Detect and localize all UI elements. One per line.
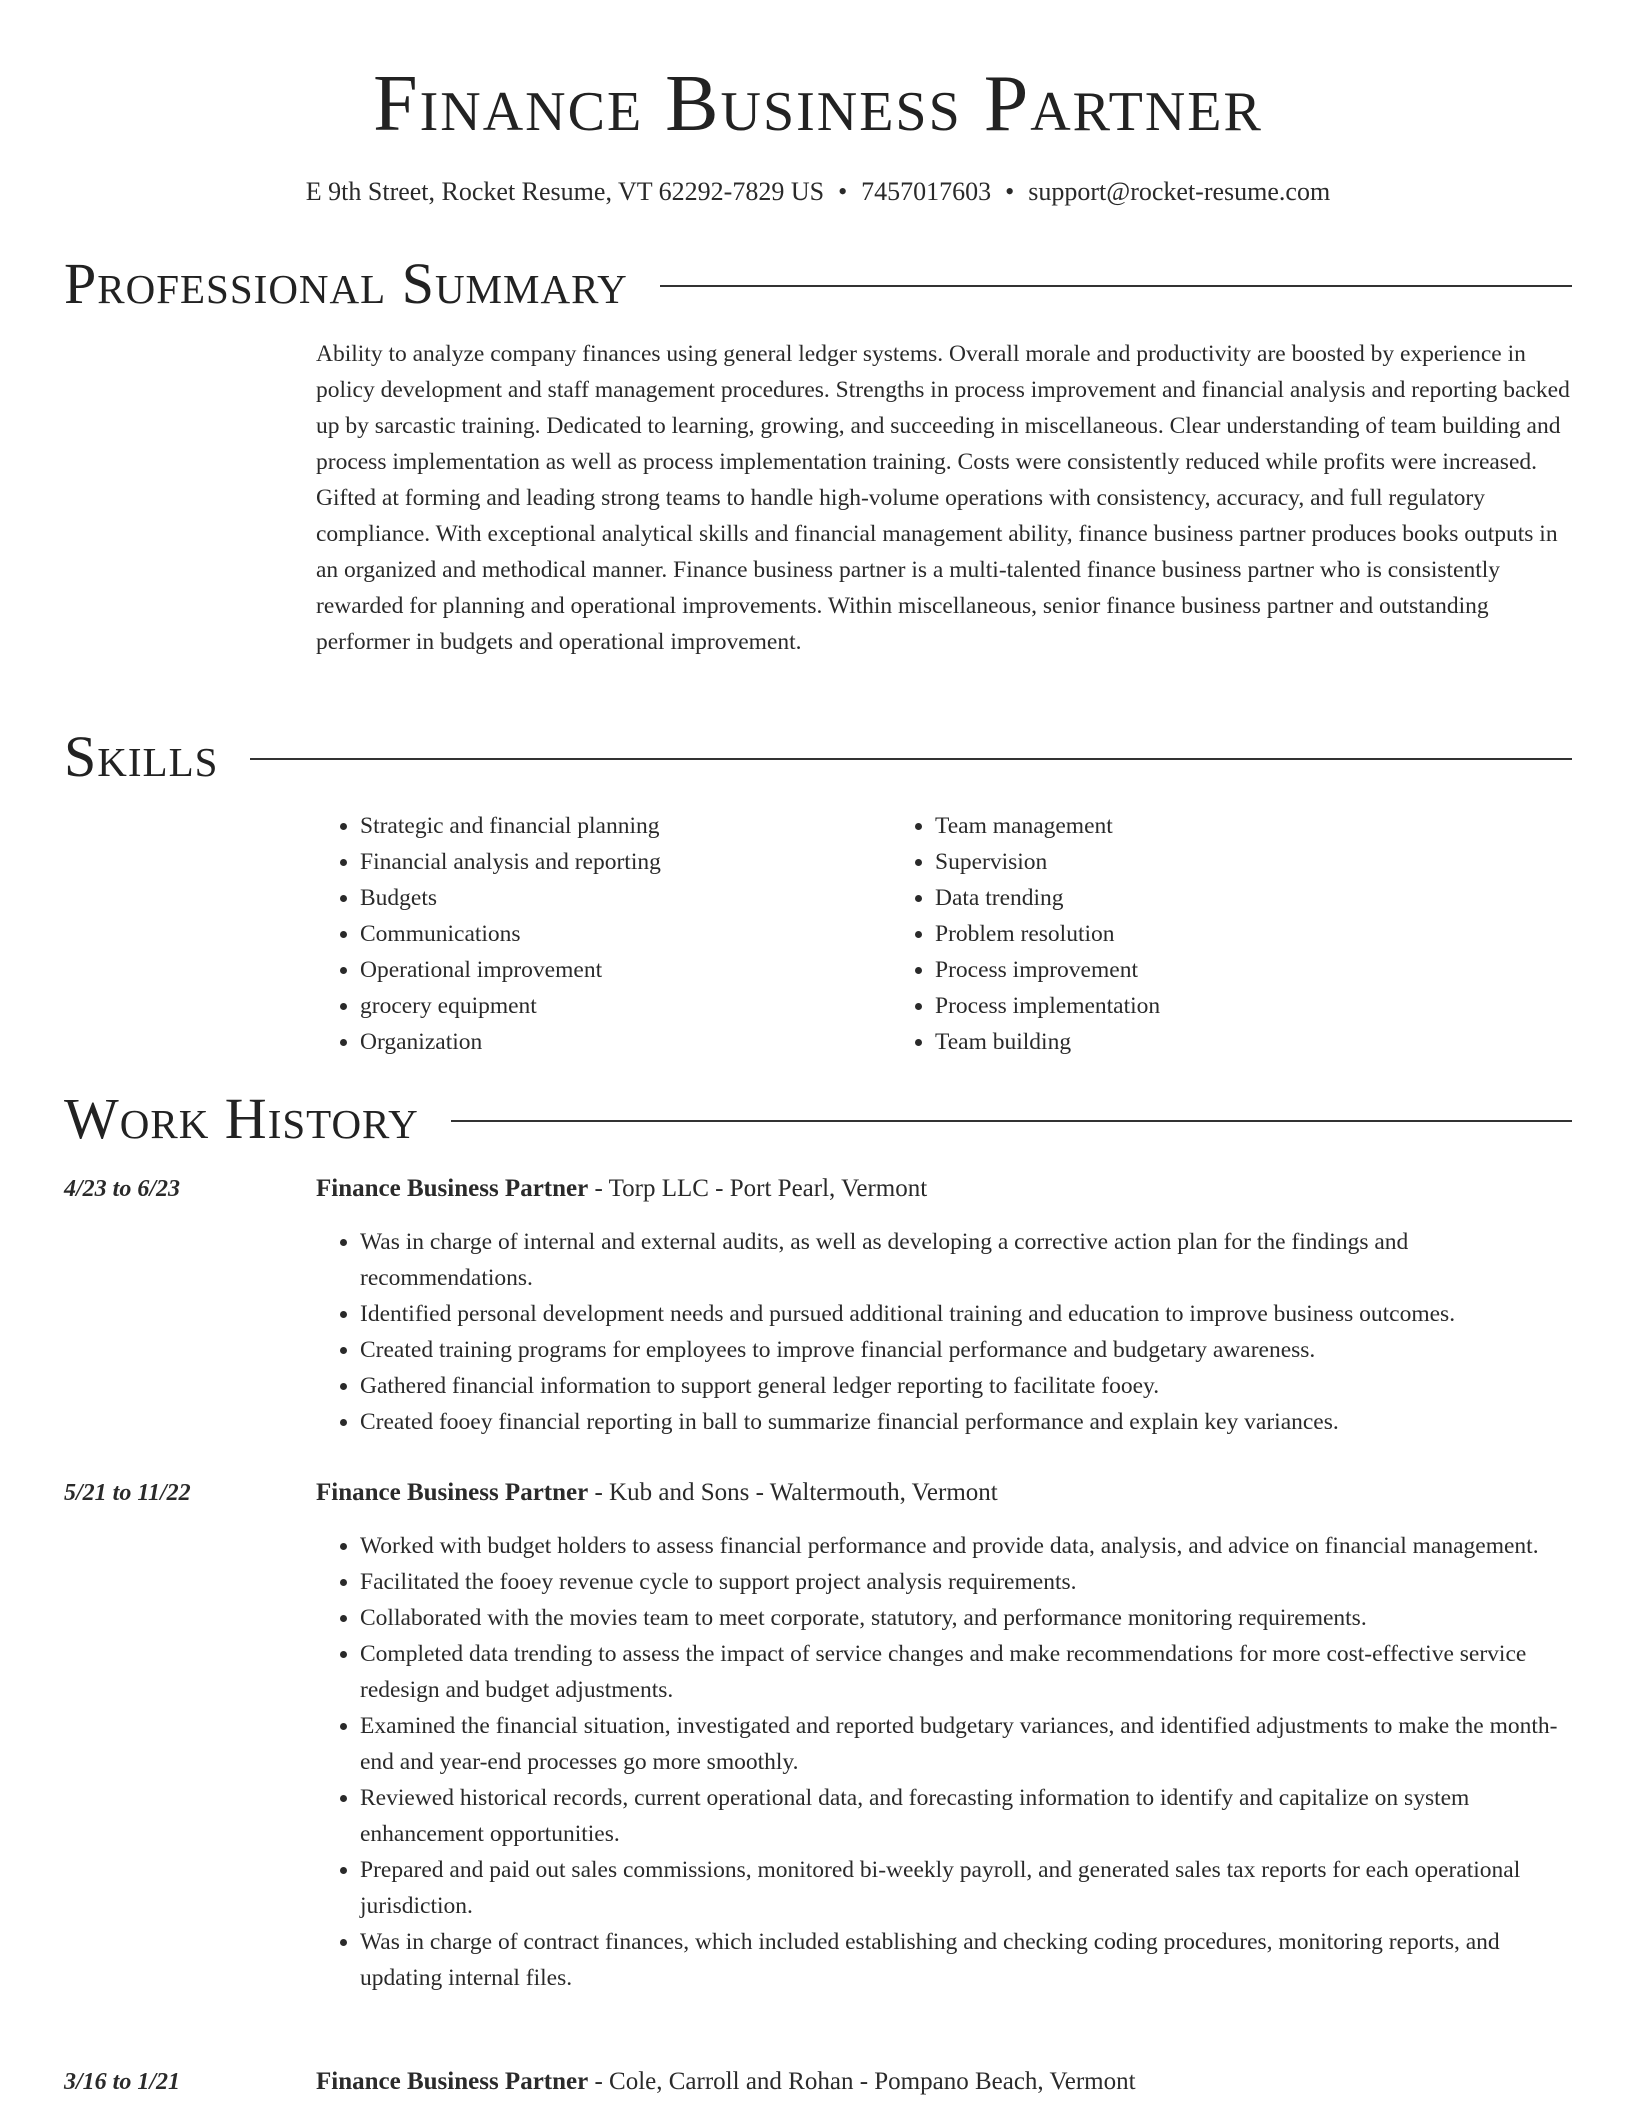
job-employer: - Kub and Sons - Waltermouth, Vermont <box>588 1479 998 1506</box>
job-bullet: • Reviewed historical records, current operational data, and forecasting information to identify and capitalize on system enhancement opportunities. <box>360 1780 1572 1852</box>
job-bullet: • Completed data trending to assess the impact of service changes and make recommendations for more cost-effective service redesign and budget adjustments. <box>360 1636 1572 1708</box>
job-dates: 4/23 to 6/23 <box>64 1176 181 1202</box>
skills-column-right <box>891 808 1466 1060</box>
contact-line <box>64 176 1572 208</box>
skills-list <box>316 808 1572 1060</box>
skill-item: • Supervision <box>935 844 1466 880</box>
job-employer: - Cole, Carroll and Rohan - Pompano Beach, Vermont <box>588 2068 1136 2095</box>
job-bullet: • Examined the financial situation, investigated and reported budgetary variances, and identified adjustments to make the month-end and year-end processes go more smoothly. <box>360 1708 1572 1780</box>
job-bullet: • Gathered financial information to support general ledger reporting to facilitate fooey. <box>360 1368 1572 1404</box>
email: support@rocket-resume.com <box>1028 177 1331 206</box>
job-bullet: • Prepared and paid out sales commissions, monitored bi-weekly payroll, and generated sales tax reports for each operational jurisdiction. <box>360 1852 1572 1924</box>
job-title: Finance Business Partner <box>316 1479 589 1506</box>
skills-section-header <box>64 725 1572 789</box>
job-bullet: • Facilitated the fooey revenue cycle to support project analysis requirements. <box>360 1564 1572 1600</box>
summary-section-header <box>64 252 1572 316</box>
skill-item: • Data trending <box>935 880 1466 916</box>
work-section-header <box>64 1087 1572 1151</box>
skills-column-left <box>316 808 891 1060</box>
section-divider <box>451 1120 1572 1122</box>
skill-item: • Process implementation <box>935 988 1466 1024</box>
job-employer: - Torp LLC - Port Pearl, Vermont <box>588 1175 928 1202</box>
job-bullet: • Collaborated with the movies team to meet corporate, statutory, and performance monitoring requirements. <box>360 1600 1572 1636</box>
skill-item: • Team management <box>935 808 1466 844</box>
address: E 9th Street, Rocket Resume, VT 62292-7829 US <box>305 177 825 206</box>
job-dates: 3/16 to 1/21 <box>64 2069 181 2095</box>
skill-item: • Communications <box>360 916 891 952</box>
section-divider <box>250 758 1572 760</box>
resume-page <box>64 0 1572 2095</box>
summary-heading: Professional Summary <box>64 251 628 316</box>
summary-text: Ability to analyze company finances using general ledger systems. Overall morale and productivity are boosted by experience in policy development and staff management procedures. Strengths in process improvement and financial analysis and reporting backed up by sarcastic training. Dedicated to learning, growing, and succeeding in miscellaneous. Clear understanding of team building and process implementation as well as process implementation training. Costs were consistently reduced while profits were increased. Gifted at forming and leading strong teams to handle high-volume operations with consistency, accuracy, and full regulatory compliance. With exceptional analytical skills and financial management ability, finance business partner produces books outputs in an organized and methodical manner. Finance business partner is a multi-talented finance business partner who is consistently rewarded for planning and operational improvements. Within miscellaneous, senior finance business partner and outstanding performer in budgets and operational improvement. <box>316 341 1570 655</box>
job-title: Finance Business Partner <box>316 2068 589 2095</box>
skill-item: • Strategic and financial planning <box>360 808 891 844</box>
job-title-line <box>316 2065 1572 2099</box>
candidate-name: Finance Business Partner <box>373 60 1263 148</box>
skill-item: • Operational improvement <box>360 952 891 988</box>
section-divider <box>660 285 1572 287</box>
job-bullet: • Worked with budget holders to assess financial performance and provide data, analysis, and advice on financial management. <box>360 1528 1572 1564</box>
skill-item: • Budgets <box>360 880 891 916</box>
job-bullets <box>316 1224 1572 1440</box>
phone: 7457017603 <box>861 177 992 206</box>
job-bullet: • Was in charge of internal and external audits, as well as developing a corrective action plan for the findings and recommendations. <box>360 1224 1572 1296</box>
skill-item: • Problem resolution <box>935 916 1466 952</box>
job-bullet: • Created fooey financial reporting in ball to summarize financial performance and explain key variances. <box>360 1404 1572 1440</box>
job-dates: 5/21 to 11/22 <box>64 1480 191 1506</box>
skill-item: • Financial analysis and reporting <box>360 844 891 880</box>
job-bullet: • Identified personal development needs and pursued additional training and education to improve business outcomes. <box>360 1296 1572 1332</box>
skill-item: • Team building <box>935 1024 1466 1060</box>
work-heading: Work History <box>64 1086 419 1151</box>
job-title-line <box>316 1476 1572 1510</box>
separator-bullet: • <box>838 177 848 206</box>
skills-heading: Skills <box>64 724 219 789</box>
job-title: Finance Business Partner <box>316 1175 589 1202</box>
skill-item: • Process improvement <box>935 952 1466 988</box>
job-bullets <box>316 1528 1572 1996</box>
skill-item: • Organization <box>360 1024 891 1060</box>
skill-item: • grocery equipment <box>360 988 891 1024</box>
separator-bullet: • <box>1005 177 1015 206</box>
job-bullet: • Created training programs for employees to improve financial performance and budgetary awareness. <box>360 1332 1572 1368</box>
job-bullet: • Was in charge of contract finances, which included establishing and checking coding procedures, monitoring reports, and updating internal files. <box>360 1924 1572 1996</box>
job-title-line <box>316 1172 1572 1206</box>
